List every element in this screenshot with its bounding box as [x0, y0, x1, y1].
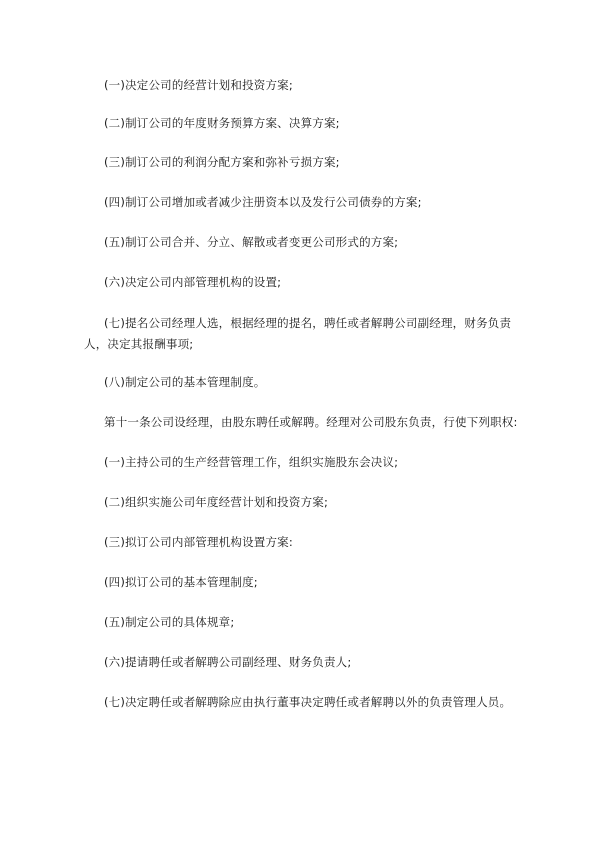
paragraph-6: (六)决定公司内部管理机构的设置;: [104, 275, 282, 289]
paragraph-13: (五)制定公司的具体规章;: [104, 615, 235, 629]
paragraph-3: (三)制订公司的利润分配方案和弥补亏损方案;: [104, 155, 340, 169]
paragraph-1: (一)决定公司的经营计划和投资方案;: [104, 78, 293, 92]
paragraph-12: (四)拟订公司的基本管理制度;: [104, 575, 258, 589]
paragraph-7-line-1: (七)提名公司经理人选，根据经理的提名，聘任或者解聘公司副经理，财务负责: [104, 316, 512, 330]
paragraph-9: (一)主持公司的生产经营管理工作，组织实施股东会决议;: [104, 455, 399, 469]
paragraph-14: (六)提请聘任或者解聘公司副经理、财务负责人;: [104, 655, 352, 669]
paragraph-4: (四)制订公司增加或者减少注册资本以及发行公司债券的方案;: [104, 195, 422, 209]
paragraph-7-line-2: 人，决定其报酬事项;: [84, 337, 194, 351]
paragraph-5: (五)制订公司合并、分立、解散或者变更公司形式的方案;: [104, 235, 399, 249]
paragraph-15: (七)决定聘任或者解聘除应由执行董事决定聘任或者解聘以外的负责管理人员。: [104, 695, 512, 709]
paragraph-8: (八)制定公司的基本管理制度。: [104, 375, 266, 389]
article-11-heading: 第十一条公司设经理，由股东聘任或解聘。经理对公司股东负责，行使下列职权:: [104, 415, 518, 429]
paragraph-11: (三)拟订公司内部管理机构设置方案:: [104, 535, 293, 549]
paragraph-2: (二)制订公司的年度财务预算方案、决算方案;: [104, 116, 340, 130]
paragraph-10: (二)组织实施公司年度经营计划和投资方案;: [104, 495, 329, 509]
